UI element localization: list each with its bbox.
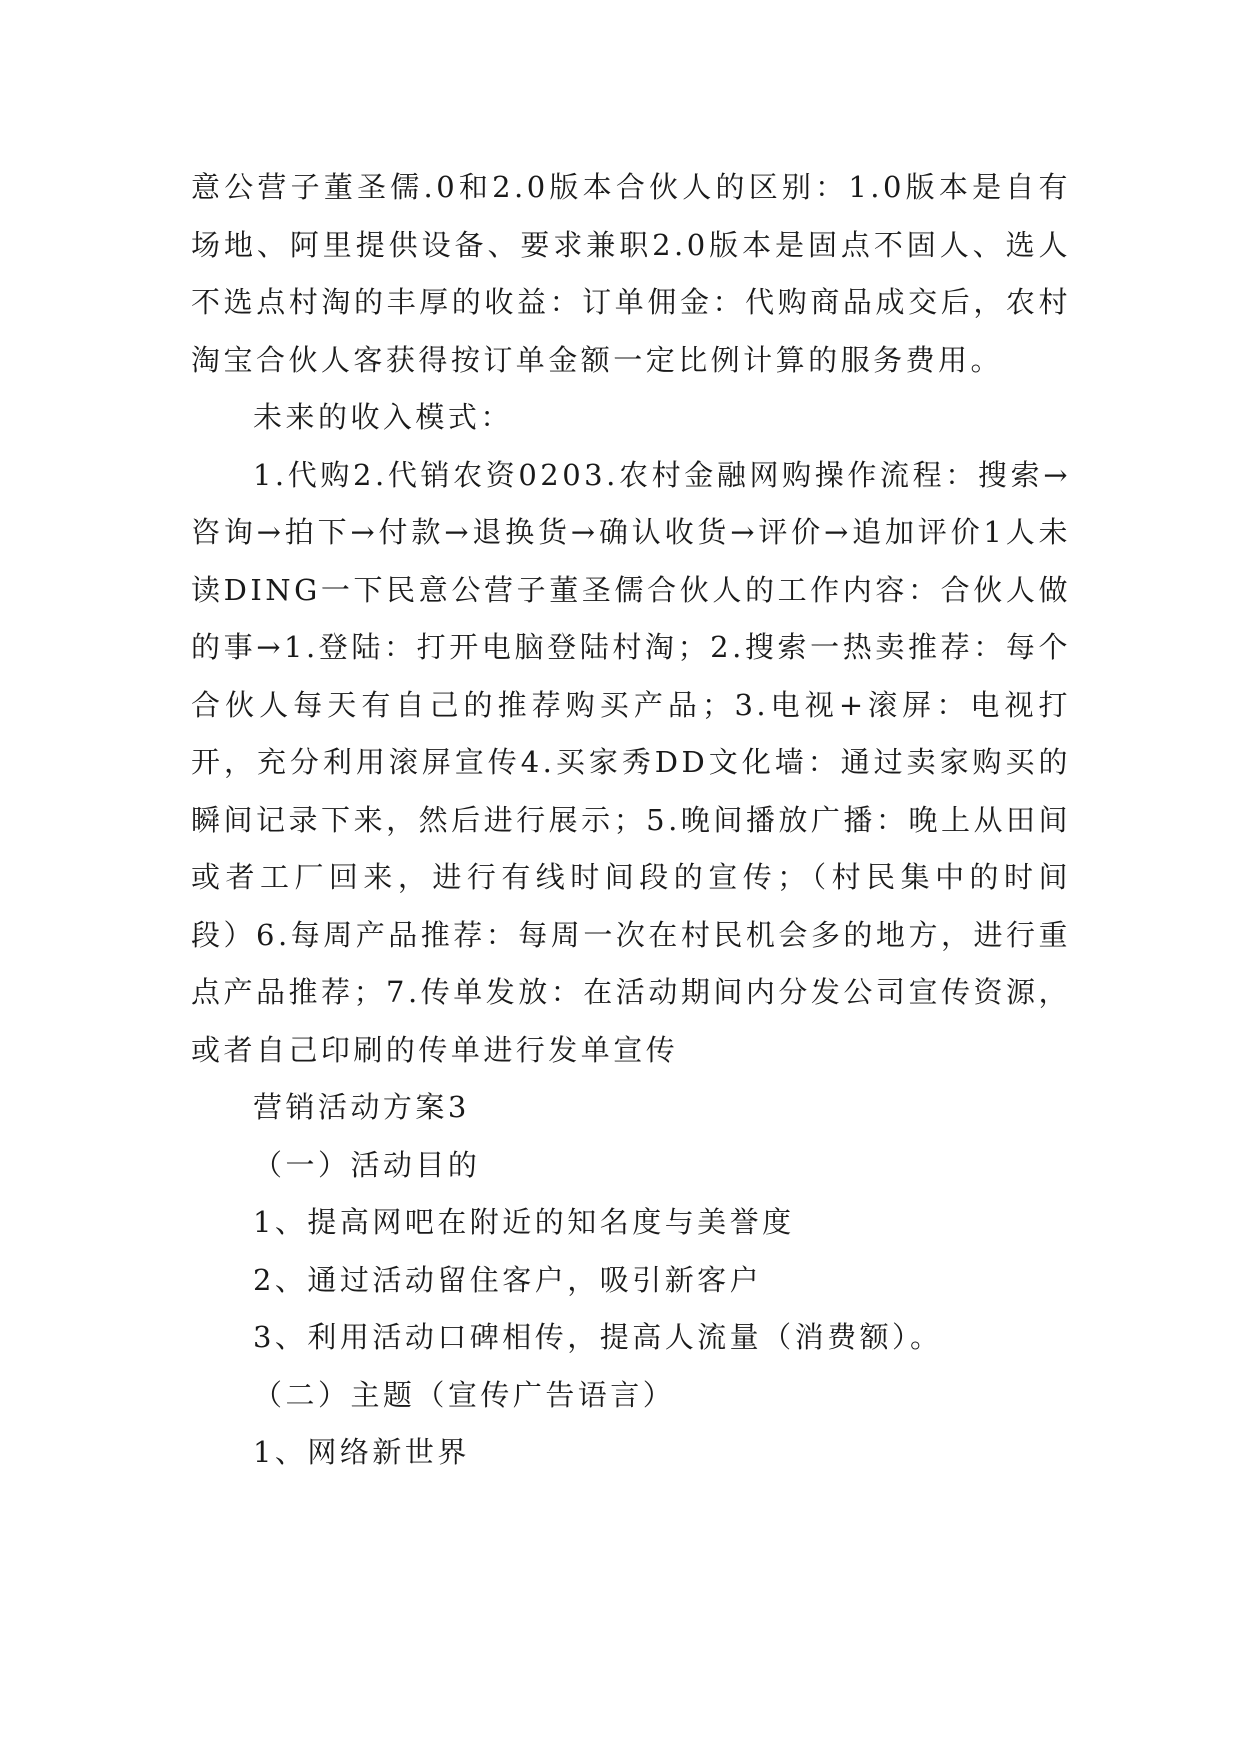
- paragraph-partner-work: 1.代购2.代销农资0203.农村金融网购操作流程：搜索→咨询→拍下→付款→退换货→确认收货→评价→追加评价1人未读DING一下民意公营子董圣儒合伙人的工作内容：合伙人做的事→1.登陆：打开电脑登陆村淘；2.搜索一热卖推荐：每个合伙人每天有自己的推荐购买产品；3.电视+滚屏：电视打开，充分利用滚屏宣传4.买家秀DD文化墙：通过卖家购买的瞬间记录下来，然后进行展示；5.晚间播放广播：晚上从田间或者工厂回来，进行有线时间段的宣传；（村民集中的时间段）6.每周产品推荐：每周一次在村民机会多的地方，进行重点产品推荐；7.传单发放：在活动期间内分发公司宣传资源，或者自己印刷的传单进行发单宣传: [191, 457, 1071, 1067]
- heading-marketing-plan: 营销活动方案3: [253, 1090, 470, 1124]
- list-item: 3、利用活动口碑相传，提高人流量（消费额）。: [253, 1320, 943, 1354]
- section-title-purpose: （一）活动目的: [253, 1147, 481, 1182]
- paragraph-partner-versions: 意公营子董圣儒.0和2.0版本合伙人的区别：1.0版本是自有场地、阿里提供设备、要求兼职2.0版本是固点不固人、选人不选点村淘的丰厚的收益：订单佣金：代购商品成交后，农村淘宝合伙人客获得按订单金额一定比例计算的服务费用。: [191, 170, 1071, 377]
- document-body: [191, 159, 1071, 1482]
- list-item: 2、通过活动留住客户，吸引新客户: [253, 1262, 763, 1297]
- section-title-theme: （二）主题（宣传广告语言）: [253, 1377, 676, 1412]
- paragraph-future-income: 未来的收入模式：: [253, 400, 513, 434]
- list-item: 1、提高网吧在附近的知名度与美誉度: [253, 1205, 795, 1239]
- list-item: 1、网络新世界: [253, 1435, 470, 1469]
